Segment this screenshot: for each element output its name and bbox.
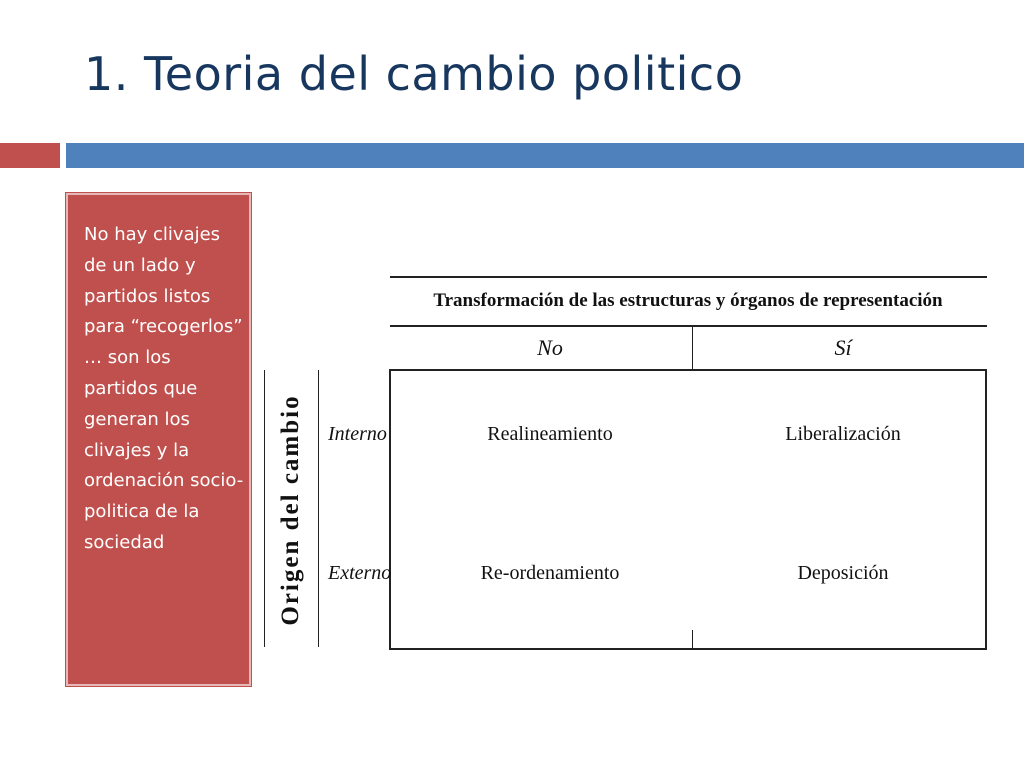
row-group-label: Origen del cambio	[277, 394, 304, 626]
table-right-border	[985, 369, 987, 650]
column-header-si: Sí	[834, 335, 852, 360]
accent-bar-red	[0, 143, 60, 168]
table-bottom-divider	[692, 630, 693, 650]
note-box	[66, 193, 251, 686]
table-top-rule	[390, 276, 987, 278]
table-header-rule	[390, 325, 987, 327]
note-text: No hay clivajes de un lado y partidos listos para “recogerlos” … son los partidos que generan los clivajes y la ordenación socio-politica de la sociedad	[84, 224, 244, 553]
cell-externo-no: Re-ordenamiento	[480, 562, 620, 584]
cell-externo-si: Deposición	[797, 562, 889, 584]
row-label-interno: Interno	[328, 423, 387, 445]
cell-interno-si: Liberalización	[785, 423, 901, 445]
row-group-left-rule	[264, 370, 265, 647]
slide-title: 1. Teoria del cambio politico	[84, 47, 744, 101]
row-group-right-rule	[318, 370, 319, 647]
table-left-border	[389, 369, 391, 650]
accent-bar-blue	[66, 143, 1024, 168]
row-label-externo: Externo	[328, 562, 392, 584]
table-bottom-rule	[390, 648, 987, 650]
table-header: Transformación de las estructuras y órganos de representación	[433, 290, 943, 311]
cell-interno-no: Realineamiento	[487, 423, 613, 445]
table-body-top-rule	[390, 369, 987, 371]
column-header-no: No	[537, 335, 563, 360]
